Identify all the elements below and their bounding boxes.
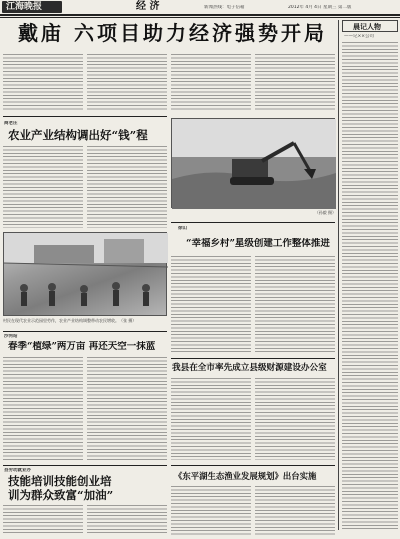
office-body-col-1 (171, 378, 251, 460)
village-kicker: 徐山 (178, 226, 187, 231)
paper-name: 江海晚报 (6, 2, 43, 12)
rule-training (3, 465, 167, 466)
forest-body-col-2 (87, 357, 167, 461)
industry-headline: 农业产业结构调出好“钱”程 (8, 128, 148, 142)
rule-office (171, 358, 335, 359)
industry-photo-caption (3, 318, 167, 328)
masthead-rule-thin (0, 17, 400, 18)
rule-plan (171, 465, 335, 466)
forest-headline: 春季“植绿”两万亩 再还天空一抹蓝 (8, 341, 156, 352)
training-headline-line2: 训为群众致富“加油” (8, 488, 114, 502)
lead-body-col-1 (3, 54, 83, 112)
industry-caption-credit: （张 摄） (119, 318, 137, 323)
lead-body-col-3 (171, 54, 251, 112)
industry-kicker: 商老庄 (4, 121, 18, 126)
lead-body-col-2 (87, 54, 167, 112)
industry-caption-text: 村民在现代农业示范园里劳作，农业产业结构调整带动农民增收。 (3, 318, 119, 323)
lead-body-col-4 (255, 54, 335, 112)
office-headline: 我县在全市率先成立县级财源建设办公室 (172, 363, 327, 373)
plan-headline: 《东平湖生态渔业发展规划》出台实施 (174, 471, 317, 481)
industry-photo-scene (4, 233, 168, 317)
lead-headline: 戴庙 六项目助力经济强势开局 (18, 21, 327, 45)
column-divider-main (338, 20, 339, 530)
sidebar-title: 晨记人物 (353, 22, 381, 31)
industry-photo (3, 232, 167, 316)
lead-photo (171, 118, 335, 208)
lead-photo-caption: （孙毅 摄） (314, 210, 336, 215)
section-name: 经 济 (136, 1, 160, 12)
excavator-scene (172, 119, 336, 209)
sidebar-body (342, 42, 398, 530)
plan-body-col-1 (171, 486, 251, 535)
industry-body-col-1 (3, 146, 83, 228)
masthead-date: 2012年 4月 4日 星期三 第二版 (288, 5, 352, 10)
masthead-logo (2, 1, 62, 13)
masthead-contact: 新闻热线：电子信箱 (204, 5, 245, 10)
village-body-col-1 (171, 256, 251, 354)
village-headline: “幸福乡村”星级创建工作整体推进 (186, 238, 330, 249)
office-body-col-2 (255, 378, 335, 460)
masthead-rule (0, 14, 400, 16)
rule-forest (3, 331, 167, 332)
sidebar-header (342, 20, 398, 32)
training-body-col-2 (87, 505, 167, 535)
forest-body-col-1 (3, 357, 83, 461)
rule-village (171, 222, 335, 223)
village-body-col-2 (255, 256, 335, 354)
industry-body-col-2 (87, 146, 167, 228)
training-kicker: 县劳动就业办 (4, 468, 31, 473)
training-headline-line1: 技能培训技能创业培 (8, 474, 112, 488)
training-body-col-1 (3, 505, 83, 535)
plan-body-col-2 (255, 486, 335, 535)
rule-industry (3, 116, 167, 117)
sidebar-subtitle: ——记××公司 (344, 34, 375, 39)
forest-kicker: 沙河站 (4, 334, 18, 339)
masthead (0, 0, 400, 14)
